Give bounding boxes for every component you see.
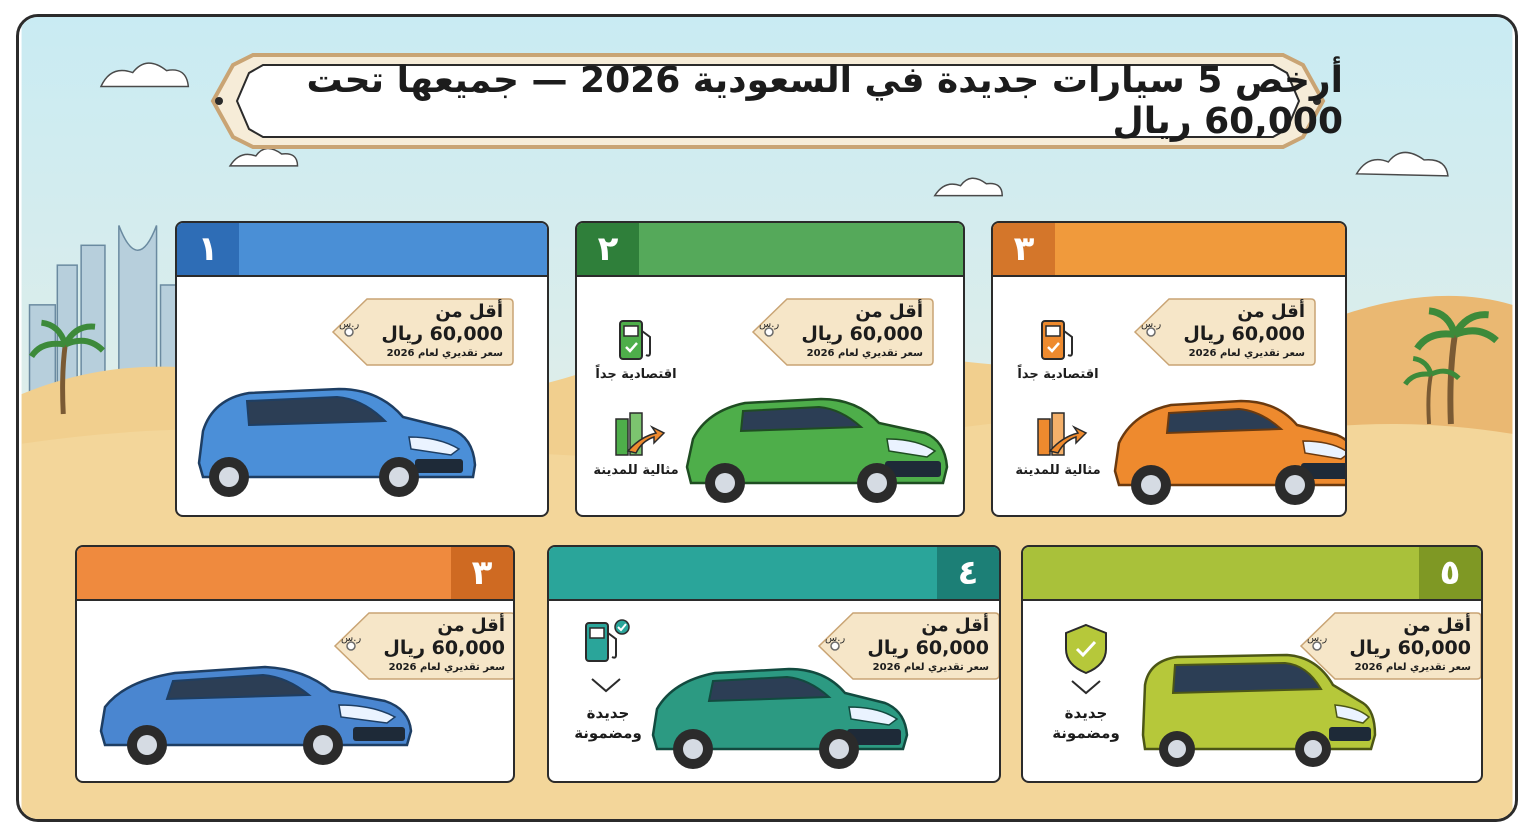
car-card-4 xyxy=(75,545,515,783)
price-value: 60,000 ريال xyxy=(383,637,505,659)
car-card-1 xyxy=(175,221,549,517)
card-number: ٣ xyxy=(993,223,1055,275)
feature-label: جديدة xyxy=(1064,704,1108,722)
feature-label: مثالية للمدينة xyxy=(1015,463,1101,478)
car-card-3 xyxy=(991,221,1347,517)
feature-city xyxy=(581,411,691,478)
price-prefix: أقل من xyxy=(1403,615,1471,636)
currency-label: ر.س xyxy=(339,319,360,330)
price-prefix: أقل من xyxy=(921,615,989,636)
feature-guaranteed xyxy=(1031,621,1141,743)
car-image xyxy=(649,643,909,773)
currency-label: ر.س xyxy=(341,633,362,644)
feature-guaranteed xyxy=(553,619,663,743)
card-header-bar xyxy=(549,547,999,601)
price-tag xyxy=(747,295,935,369)
price-value: 60,000 ريال xyxy=(801,323,923,345)
feature-city xyxy=(1003,411,1113,478)
shield-check-icon xyxy=(1056,621,1116,699)
car-image xyxy=(95,639,415,769)
card-number: ٣ xyxy=(451,547,513,599)
currency-label: ر.س xyxy=(1307,633,1328,644)
card-header-bar xyxy=(77,547,513,601)
price-prefix: أقل من xyxy=(1237,301,1305,322)
feature-economical xyxy=(1003,317,1113,382)
price-value: 60,000 ريال xyxy=(381,323,503,345)
price-note: سعر تقديري لعام 2026 xyxy=(1354,662,1471,673)
price-value: 60,000 ريال xyxy=(867,637,989,659)
currency-label: ر.س xyxy=(825,633,846,644)
price-prefix: أقل من xyxy=(435,301,503,322)
car-image xyxy=(681,377,951,507)
price-note: سعر تقديري لعام 2026 xyxy=(386,348,503,359)
feature-label: اقتصادية جداً xyxy=(595,367,677,382)
feature-label: مثالية للمدينة xyxy=(593,463,679,478)
fuel-pump-icon xyxy=(1038,317,1078,363)
fuel-pump-icon xyxy=(616,317,656,363)
feature-economical xyxy=(581,317,691,382)
page-title: أرخص 5 سيارات جديدة في السعودية 2026 — جميعها تحت 60,000 ريال xyxy=(306,60,1343,142)
price-note: سعر تقديري لعام 2026 xyxy=(1188,348,1305,359)
feature-label: ومضمونة xyxy=(574,724,642,742)
car-image xyxy=(189,373,479,503)
price-tag xyxy=(327,295,515,369)
price-prefix: أقل من xyxy=(437,615,505,636)
feature-label: ومضمونة xyxy=(1052,724,1120,742)
car-image xyxy=(1111,379,1347,509)
fuel-pump-icon xyxy=(578,619,638,699)
car-image xyxy=(1137,645,1377,773)
city-route-icon xyxy=(1028,411,1088,459)
car-card-6 xyxy=(1021,545,1483,783)
city-route-icon xyxy=(606,411,666,459)
card-number: ٤ xyxy=(937,547,999,599)
card-number: ١ xyxy=(177,223,239,275)
currency-label: ر.س xyxy=(759,319,780,330)
feature-label: اقتصادية جداً xyxy=(1017,367,1099,382)
price-tag xyxy=(1129,295,1317,369)
price-prefix: أقل من xyxy=(855,301,923,322)
card-header-bar xyxy=(1023,547,1481,601)
price-value: 60,000 ريال xyxy=(1349,637,1471,659)
price-value: 60,000 ريال xyxy=(1183,323,1305,345)
title-banner xyxy=(193,45,1343,157)
card-number: ٢ xyxy=(577,223,639,275)
car-card-2 xyxy=(575,221,965,517)
price-note: سعر تقديري لعام 2026 xyxy=(806,348,923,359)
car-card-5 xyxy=(547,545,1001,783)
card-number: ٥ xyxy=(1419,547,1481,599)
infographic-frame xyxy=(16,14,1518,822)
currency-label: ر.س xyxy=(1141,319,1162,330)
price-note: سعر تقديري لعام 2026 xyxy=(388,662,505,673)
feature-label: جديدة xyxy=(586,704,630,722)
price-note: سعر تقديري لعام 2026 xyxy=(872,662,989,673)
